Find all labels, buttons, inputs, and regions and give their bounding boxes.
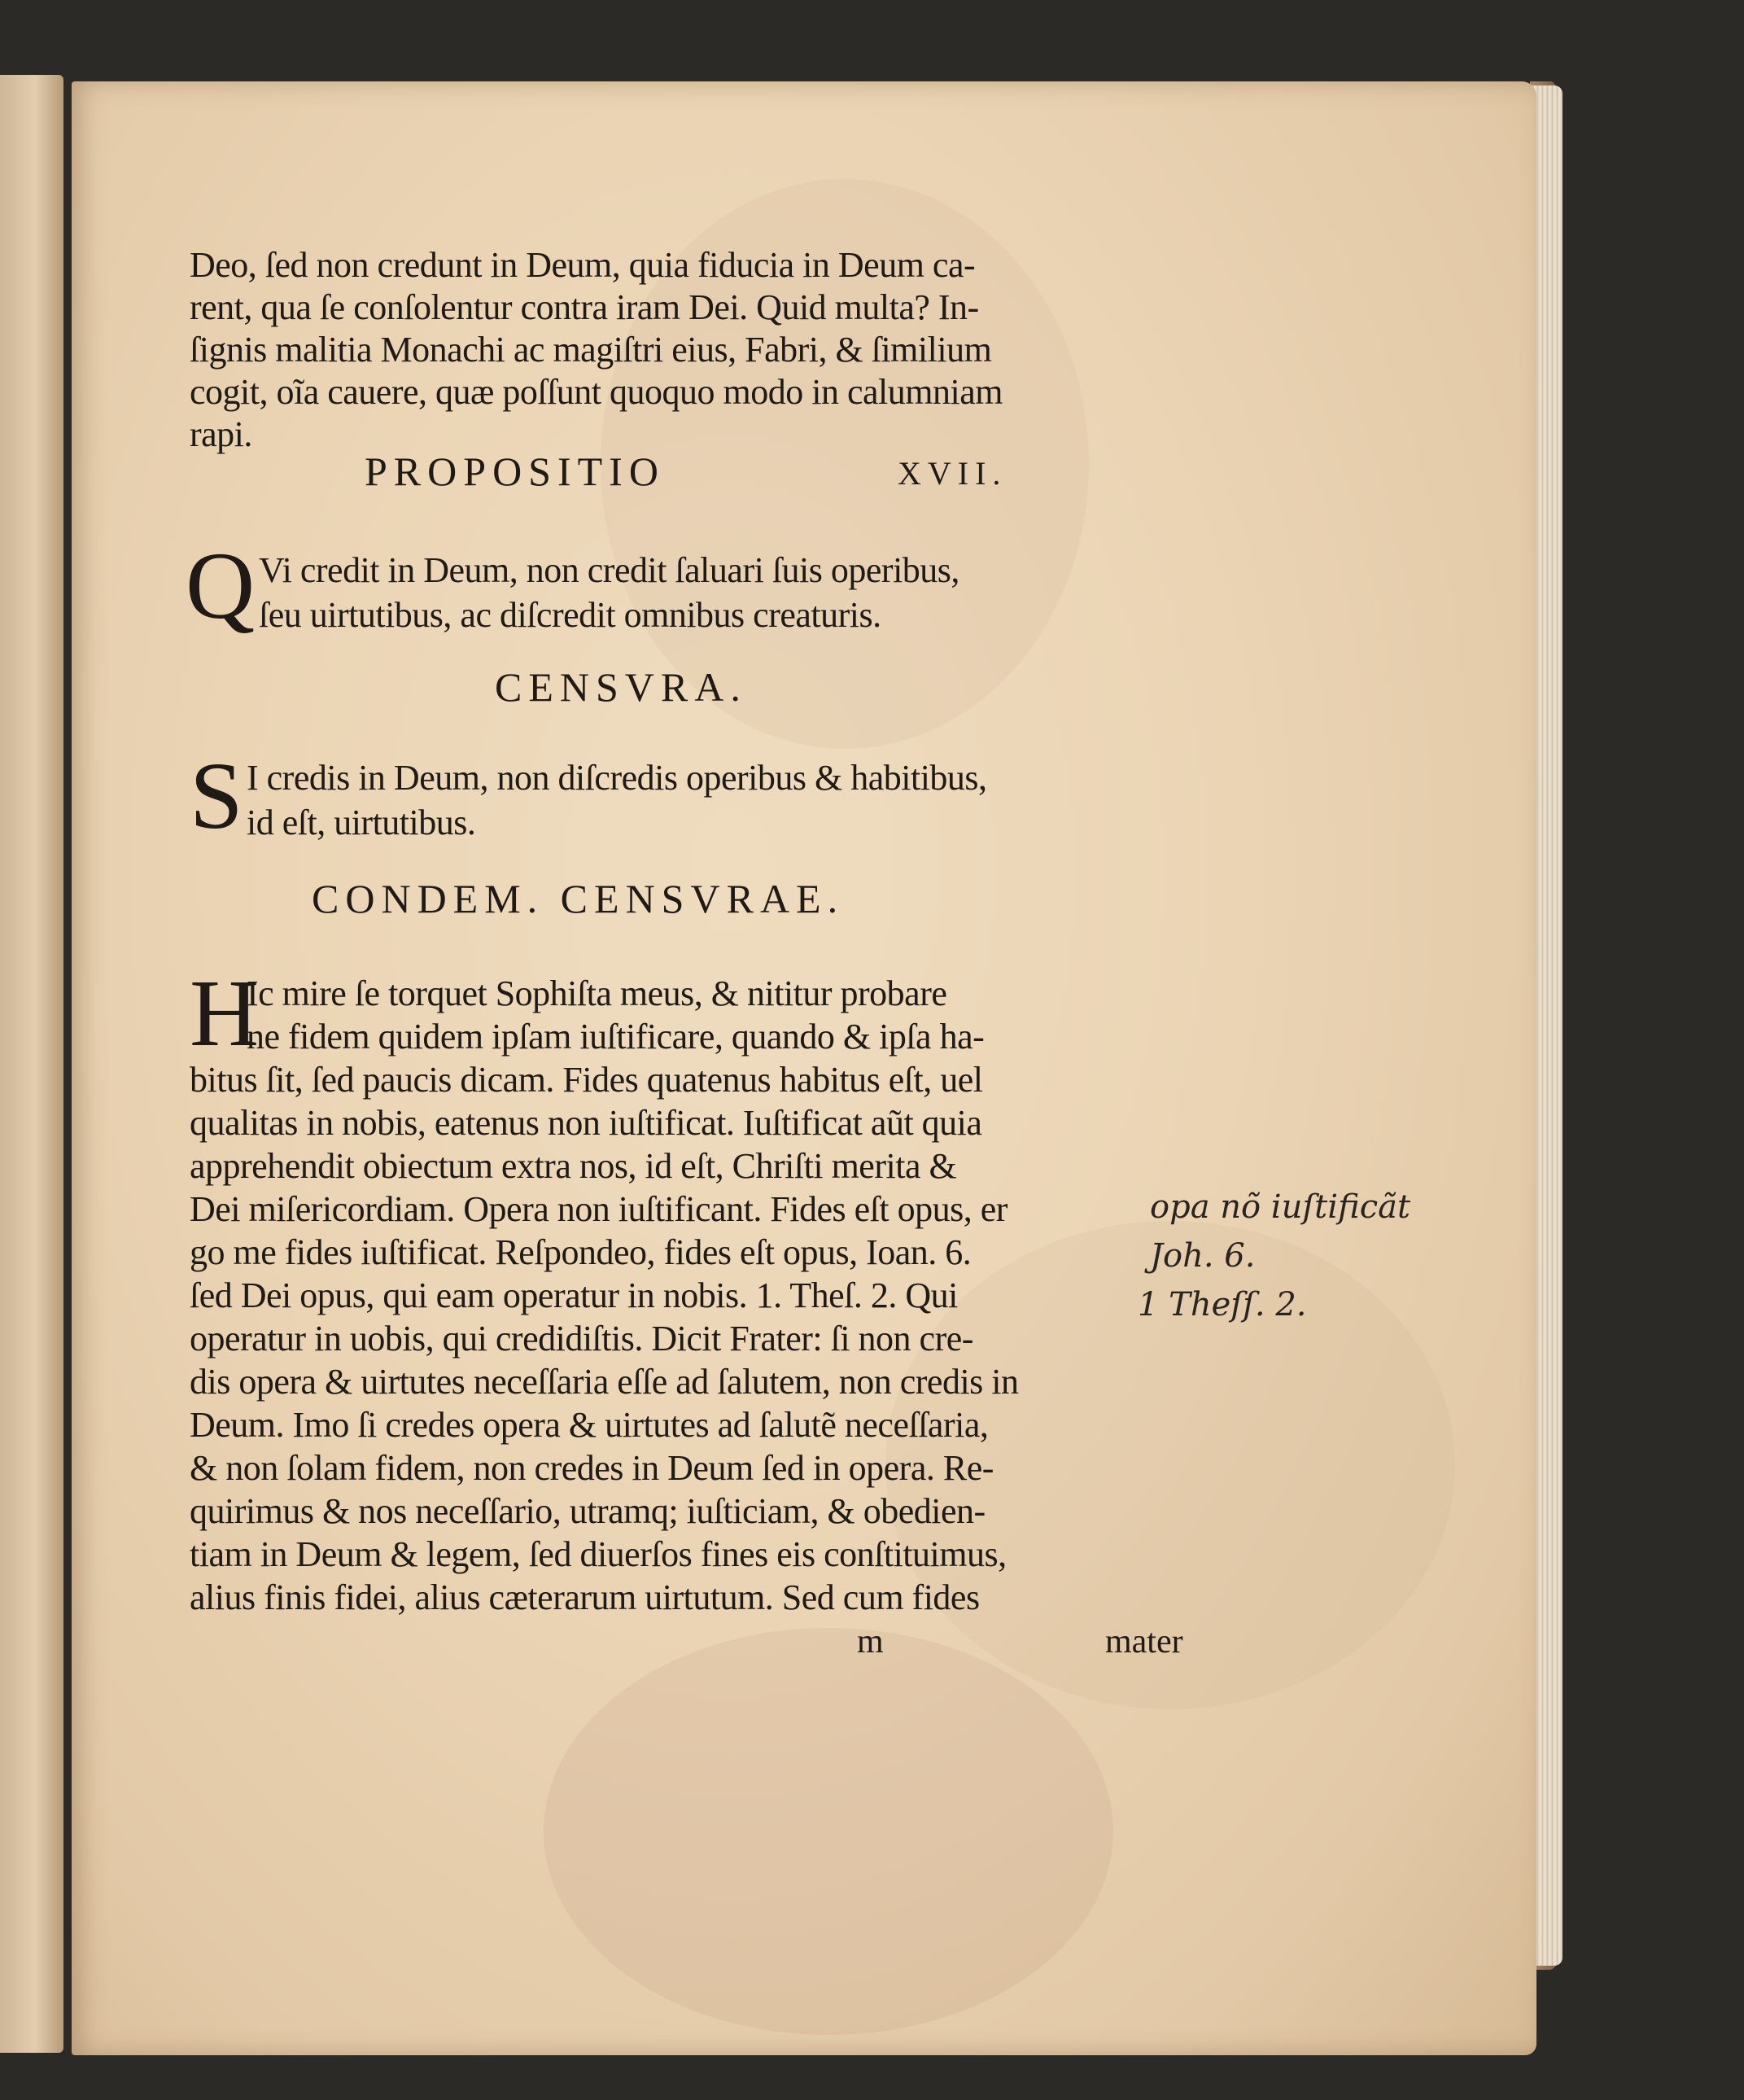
catchword: mater bbox=[1105, 1623, 1183, 1660]
censura-line: I credis in Deum, non diſcredis operibus & habitibus, bbox=[247, 758, 987, 798]
censura-line: id eſt, uirtutibus. bbox=[247, 803, 476, 842]
text-line: Deo, ſed non credunt in Deum, quia fiducia in Deum ca- bbox=[190, 245, 976, 285]
text-line: rapi. bbox=[190, 414, 252, 454]
marginal-note: Joh. 6. bbox=[1150, 1237, 1256, 1275]
heading-propositio-number: XVII. bbox=[898, 455, 1007, 492]
condemnation-line: ne fidem quidem ipſam iuſtificare, quando & ipſa ha- bbox=[247, 1017, 985, 1057]
condemnation-line: tiam in Deum & legem, ſed diuerſos fines eis conſtituimus, bbox=[190, 1534, 1007, 1574]
left-page-edge bbox=[0, 75, 63, 2053]
condemnation-line: ſed Dei opus, qui eam operatur in nobis. 1. Theſ. 2. Qui bbox=[190, 1275, 958, 1315]
text-line: rent, qua ſe conſolentur contra iram Dei. Quid multa? In- bbox=[190, 287, 979, 327]
condemnation-line: Dei miſericordiam. Opera non iuſtificant. Fides eſt opus, er bbox=[190, 1189, 1007, 1229]
condemnation-line: & non ſolam fidem, non credes in Deum ſed in opera. Re- bbox=[190, 1448, 994, 1488]
condemnation-line: go me fides iuſtificat. Reſpondeo, fides eſt opus, Ioan. 6. bbox=[190, 1232, 972, 1272]
dropcap-s: S bbox=[190, 742, 243, 849]
signature-mark: m bbox=[857, 1623, 884, 1660]
text-line: ſignis malitia Monachi ac magiſtri eius, Fabri, & ſimilium bbox=[190, 330, 992, 370]
condemnation-line: dis opera & uirtutes neceſſaria eſſe ad ſalutem, non credis in bbox=[190, 1362, 1019, 1402]
dropcap-h: H bbox=[190, 960, 260, 1066]
condemnation-line: Deum. Imo ſi credes opera & uirtutes ad ſalutẽ neceſſaria, bbox=[190, 1405, 989, 1445]
proposition-line: Vi credit in Deum, non credit ſaluari ſuis operibus, bbox=[259, 550, 959, 590]
heading-condemnation: CONDEM. CENSVRAE. bbox=[312, 876, 845, 921]
condemnation-line: Ic mire ſe torquet Sophiſta meus, & nititur probare bbox=[247, 973, 947, 1013]
water-stain bbox=[544, 1628, 1113, 2035]
condemnation-line: operatur in uobis, qui credidiſtis. Dicit Frater: ſi non cre- bbox=[190, 1319, 973, 1358]
dropcap-q: Q bbox=[186, 532, 256, 639]
proposition-line: ſeu uirtutibus, ac diſcredit omnibus creaturis. bbox=[259, 595, 881, 635]
condemnation-line: alius finis fidei, alius cæterarum uirtutum. Sed cum fides bbox=[190, 1577, 980, 1617]
book-page bbox=[72, 81, 1536, 2055]
text-line: cogit, oĩa cauere, quæ poſſunt quoquo modo in calumniam bbox=[190, 372, 1003, 412]
heading-propositio: PROPOSITIO bbox=[365, 448, 665, 494]
condemnation-line: apprehendit obiectum extra nos, id eſt, Chriſti merita & bbox=[190, 1146, 957, 1186]
marginal-note: 1 Theſſ. 2. bbox=[1138, 1286, 1307, 1323]
condemnation-line: bitus ſit, ſed paucis dicam. Fides quatenus habitus eſt, uel bbox=[190, 1060, 983, 1100]
condemnation-line: qualitas in nobis, eatenus non iuſtificat. Iuſtificat aũt quia bbox=[190, 1103, 982, 1143]
heading-censura: CENSVRA. bbox=[495, 664, 747, 710]
marginal-note: opa nõ iuſtificãt bbox=[1150, 1188, 1411, 1226]
condemnation-line: quirimus & nos neceſſario, utramq; iuſticiam, & obedien- bbox=[190, 1491, 986, 1531]
